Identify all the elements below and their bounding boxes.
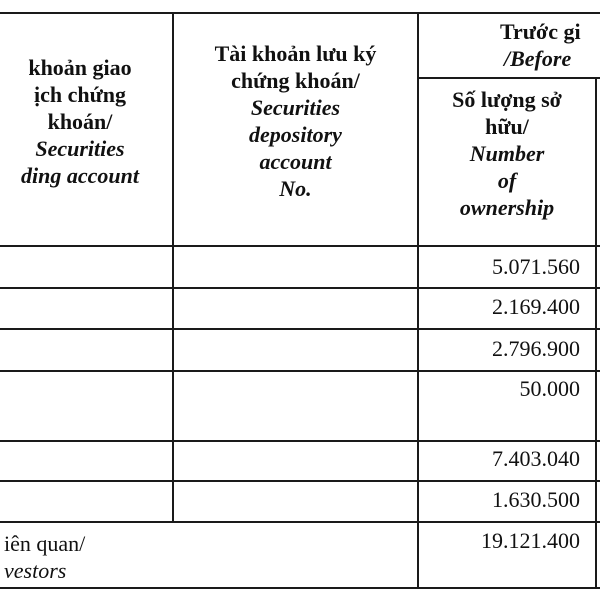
header-text: Tài khoản lưu ký	[214, 41, 377, 66]
header-text: No.	[279, 176, 312, 201]
header-bottom-line	[0, 245, 600, 247]
header-before-transaction	[470, 18, 600, 72]
header-text: Số lượng sở	[452, 87, 562, 112]
row-line	[0, 287, 600, 289]
header-text: chứng khoán/	[231, 68, 360, 93]
header-text: Number	[469, 141, 545, 166]
header-text: Securities	[35, 136, 125, 161]
column-line	[595, 77, 597, 588]
before-subheader-line	[418, 77, 600, 79]
header-number-of-ownership	[419, 86, 595, 221]
header-text: ding account	[21, 163, 139, 188]
row-line	[0, 521, 600, 523]
header-text: Trước gi	[500, 19, 581, 44]
total-ownership-value: 19.121.400	[481, 528, 580, 553]
header-text: ịch chứng	[33, 82, 127, 107]
total-label	[4, 530, 204, 584]
ownership-value: 5.071.560	[492, 254, 580, 279]
ownership-value: 50.000	[519, 376, 580, 401]
table-border-top	[0, 12, 600, 14]
ownership-value: 2.796.900	[492, 336, 580, 361]
ownership-value: 1.630.500	[492, 487, 580, 512]
header-trading-account	[0, 54, 170, 189]
ownership-value: 7.403.040	[492, 446, 580, 471]
total-label-vi: iên quan/	[4, 531, 86, 556]
header-text: hữu/	[485, 114, 529, 139]
header-text: depository	[249, 122, 342, 147]
header-depository-account	[174, 40, 417, 202]
header-text: of	[497, 168, 517, 193]
header-text: Securities	[250, 95, 341, 120]
header-text: khoản giao	[28, 55, 132, 80]
header-text: ownership	[459, 195, 555, 220]
row-line	[0, 480, 600, 482]
table-border-bottom	[0, 587, 600, 589]
header-text: /Before	[504, 46, 572, 71]
row-line	[0, 440, 600, 442]
header-text: khoán/	[47, 109, 113, 134]
row-line	[0, 370, 600, 372]
row-line	[0, 328, 600, 330]
ownership-value: 2.169.400	[492, 294, 580, 319]
total-label-en: vestors	[4, 558, 67, 583]
header-text: account	[259, 149, 332, 174]
